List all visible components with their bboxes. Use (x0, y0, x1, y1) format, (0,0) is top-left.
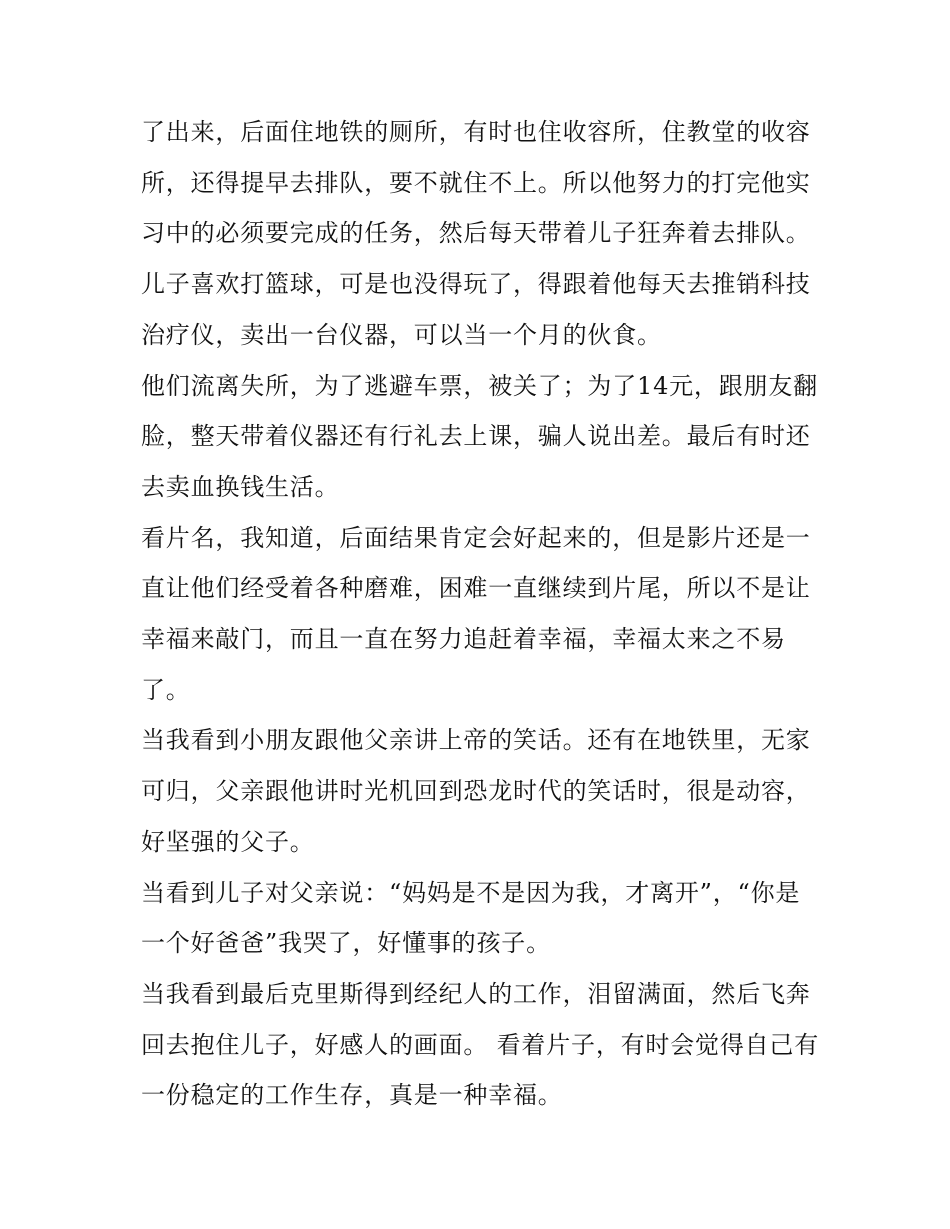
paragraph-6: 当我看到最后克里斯得到经纪人的工作，泪留满面，然后飞奔回去抱住儿子，好感人的画面。 看着片子，有时会觉得自己有一份稳定的工作生存，真是一种幸福。 (141, 979, 820, 1110)
paragraph-1: 了出来，后面住地铁的厕所，有时也住收容所，住教堂的收容所，还得提早去排队，要不就住不上。所以他努力的打完他实习中的必须要完成的任务，然后每天带着儿子狂奔着去排队。儿子喜欢打篮球，可是也没得玩了，得跟着他每天去推销科技治疗仪，卖出一台仪器，可以当一个月的伙食。 (141, 118, 811, 349)
paragraph-5: 当看到儿子对父亲说：“妈妈是不是因为我，才离开”，“你是一个好爸爸”我哭了，好懂事的孩子。 (141, 878, 801, 958)
document-body (141, 107, 821, 1121)
paragraph-3: 看片名，我知道，后面结果肯定会好起来的，但是影片还是一直让他们经受着各种磨难，困难一直继续到片尾，所以不是让幸福来敲门，而且一直在努力追赶着幸福，幸福太来之不易了。 (141, 523, 811, 704)
paragraph-2: 他们流离失所，为了逃避车票，被关了；为了14元，跟朋友翻脸，整天带着仪器还有行礼去上课，骗人说出差。最后有时还去卖血换钱生活。 (141, 371, 818, 501)
paragraph-4: 当我看到小朋友跟他父亲讲上帝的笑话。还有在地铁里，无家可归，父亲跟他讲时光机回到恐龙时代的笑话时，很是动容，好坚强的父子。 (141, 726, 811, 856)
